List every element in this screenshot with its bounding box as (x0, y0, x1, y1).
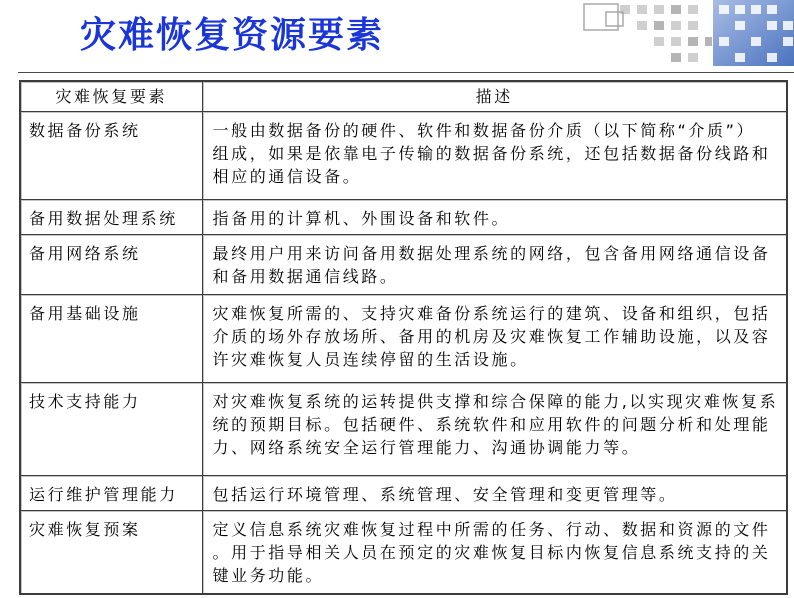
description-line: 包括运行环境管理、系统管理、安全管理和变更管理等。 (212, 484, 678, 504)
element-name: 数据备份系统 (29, 120, 141, 140)
description-line: 力、网络系统安全运行管理能力、沟通协调能力等。 (212, 437, 641, 457)
resource-table (19, 80, 788, 595)
description-cell (202, 234, 787, 294)
column-header-description: 描述 (202, 81, 787, 111)
element-cell (20, 382, 202, 475)
description-line: 定义信息系统灾难恢复过程中所需的任务、行动、数据和资源的文件 (212, 519, 771, 539)
description-cell (202, 510, 787, 594)
description-cell (202, 382, 787, 475)
title-underline (18, 72, 794, 73)
description-line: 指备用的计算机、外围设备和软件。 (212, 208, 511, 228)
element-cell (20, 475, 202, 510)
element-name: 备用网络系统 (29, 243, 141, 263)
description-line: 。用于指导相关人员在预定的灾难恢复目标内恢复信息系统支持的关 (212, 542, 771, 562)
element-name: 运行维护管理能力 (29, 484, 178, 504)
element-name: 灾难恢复预案 (29, 519, 141, 539)
description-line: 灾难恢复所需的、支持灾难备份系统运行的建筑、设备和组织，包括 (212, 303, 771, 323)
description-line: 一般由数据备份的硬件、软件和数据备份介质（以下简称“介质”） (212, 120, 756, 140)
table-row (20, 475, 787, 510)
table-row (20, 382, 787, 475)
description-line: 和备用数据通信线路。 (212, 266, 399, 286)
description-line: 对灾难恢复系统的运转提供支撑和综合保障的能力,以实现灾难恢复系 (212, 391, 779, 411)
description-line: 相应的通信设备。 (212, 166, 362, 186)
element-cell (20, 199, 202, 234)
table-header-row (20, 81, 787, 111)
description-line: 键业务功能。 (212, 565, 325, 585)
table-row (20, 234, 787, 294)
description-line: 许灾难恢复人员连续停留的生活设施。 (212, 349, 529, 369)
element-cell (20, 294, 202, 382)
element-name: 备用数据处理系统 (29, 208, 178, 228)
description-line: 最终用户用来访问备用数据处理系统的网络，包含备用网络通信设备 (212, 243, 771, 263)
corner-decoration (560, 0, 794, 70)
description-line: 组成，如果是依靠电子传输的数据备份系统，还包括数据备份线路和 (212, 143, 771, 163)
table-row (20, 111, 787, 199)
description-line: 统的预期目标。包括硬件、系统软件和应用软件的问题分析和处理能 (212, 414, 771, 434)
element-cell (20, 234, 202, 294)
element-cell (20, 111, 202, 199)
table-row (20, 510, 787, 594)
description-cell (202, 475, 787, 510)
description-cell (202, 199, 787, 234)
column-header-element: 灾难恢复要素 (20, 81, 202, 111)
description-cell (202, 111, 787, 199)
element-name: 技术支持能力 (29, 391, 141, 411)
table-row (20, 199, 787, 234)
slide-title: 灾难恢复资源要素 (80, 15, 385, 56)
element-name: 备用基础设施 (29, 303, 141, 323)
table-row (20, 294, 787, 382)
description-cell (202, 294, 787, 382)
element-cell (20, 510, 202, 594)
description-line: 介质的场外存放场所、备用的机房及灾难恢复工作辅助设施，以及容 (212, 326, 771, 346)
